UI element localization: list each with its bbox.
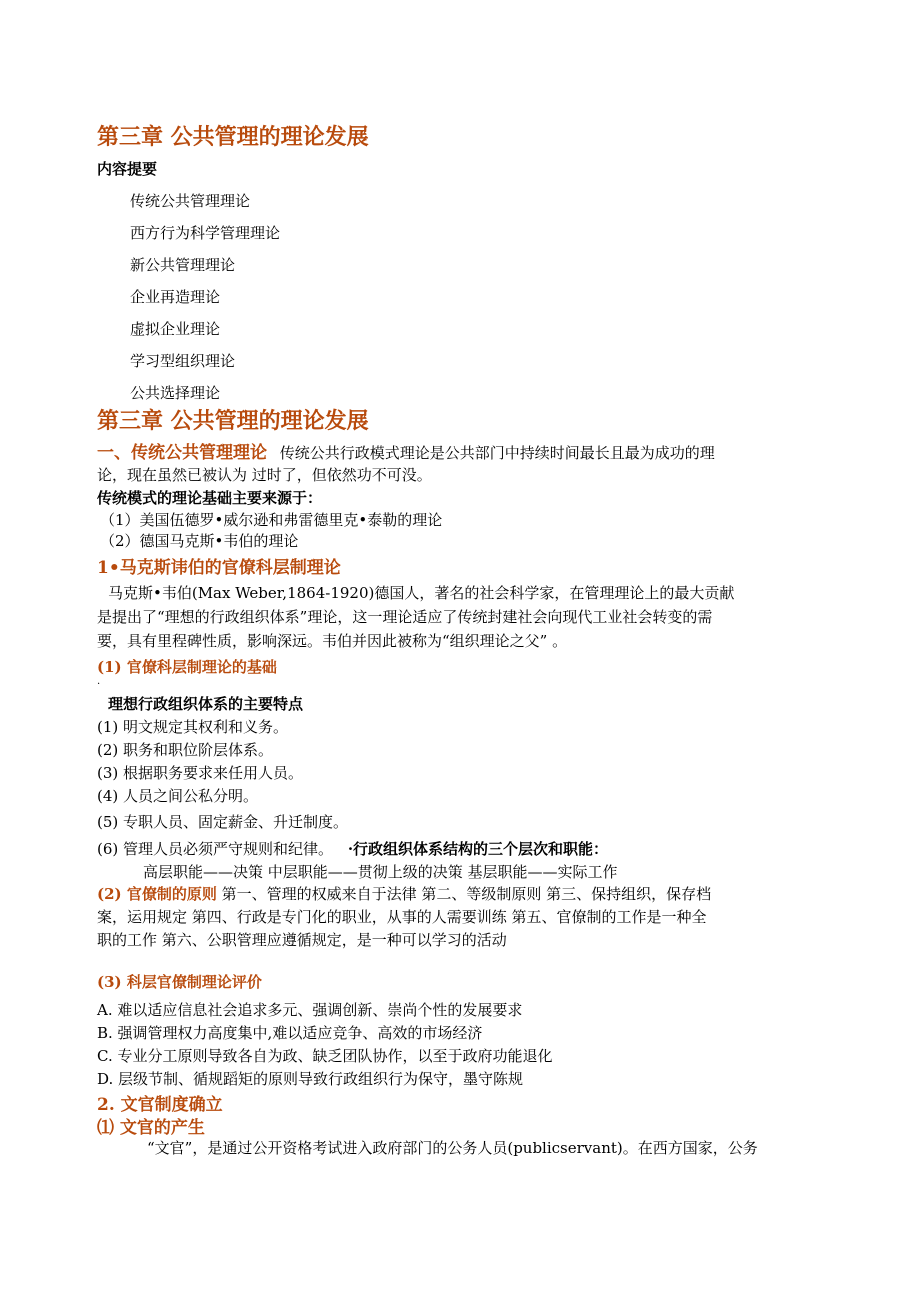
basis-heading: 传统模式的理论基础主要来源于： — [97, 489, 323, 507]
summary-item: 虚拟企业理论 — [130, 320, 221, 338]
evaluation-item: B. 强调管理权力高度集中,难以适应竞争、高效的市场经济 — [97, 1024, 483, 1042]
civil-heading: 2. 文官制度确立 — [97, 1095, 223, 1115]
section1-heading: 一、传统公共管理理论 — [97, 443, 267, 463]
weber-paragraph-line: 是提出了“理想的行政组织体系”理论，这一理论适应了传统封建社会向现代工业社会转变的需 — [97, 608, 713, 626]
weber-paragraph-line: 要，具有里程碑性质，影响深远。韦伯并因此被称为“组织理论之父” 。 — [97, 632, 568, 650]
summary-item: 传统公共管理理论 — [130, 192, 251, 210]
section1-text-line1: 传统公共行政模式理论是公共部门中持续时间最长且最为成功的理 — [279, 444, 715, 462]
evaluation-item: D. 层级节制、循规蹈矩的原则导致行政组织行为保守，墨守陈规 — [97, 1070, 524, 1088]
civil-paragraph-line: “文官”，是通过公开资格考试进入政府部门的公务人员(publicservant)。在西方国家，公务 — [147, 1139, 758, 1157]
basis-item: （1）美国伍德罗•威尔逊和弗雷德里克•泰勒的理论 — [100, 511, 443, 529]
feature-item-6-text: (6) 管理人员必须严守规则和纪律。 — [97, 840, 334, 858]
weber-heading: 1•马克斯讳伯的官僚科层制理论 — [97, 558, 341, 578]
structure-line: 高层职能——决策 中层职能——贯彻上级的决策 基层职能——实际工作 — [143, 863, 618, 881]
stray-dot: . — [97, 676, 101, 687]
civil-sub1-heading: ⑴ 文官的产生 — [97, 1118, 205, 1138]
feature-item: (1) 明文规定其权利和义务。 — [97, 718, 289, 736]
section1-text-line2: 论，现在虽然已被认为 过时了，但依然功不可没。 — [97, 466, 432, 484]
chapter-title-repeat: 第三章 公共管理的理论发展 — [97, 408, 369, 434]
feature-item — [97, 838, 608, 859]
features-heading: 理想行政组织体系的主要特点 — [108, 695, 304, 713]
section1-line1 — [97, 438, 715, 463]
summary-item: 公共选择理论 — [130, 384, 221, 402]
structure-heading: ·行政组织体系结构的三个层次和职能： — [347, 840, 609, 858]
weber-sub3-heading: (3) 科层官僚制理论评价 — [97, 973, 262, 991]
summary-item: 学习型组织理论 — [130, 352, 236, 370]
evaluation-item: A. 难以适应信息社会追求多元、强调创新、崇尚个性的发展要求 — [97, 1001, 523, 1019]
evaluation-item: C. 专业分工原则导致各自为政、缺乏团队协作，以至于政府功能退化 — [97, 1047, 553, 1065]
weber-sub1-heading: (1) 官僚科层制理论的基础 — [97, 658, 277, 676]
sub2-line1 — [97, 883, 711, 904]
summary-item: 新公共管理理论 — [130, 256, 236, 274]
feature-item: (4) 人员之间公私分明。 — [97, 787, 259, 805]
summary-heading: 内容提要 — [97, 160, 158, 178]
summary-item: 西方行为科学管理理论 — [130, 224, 281, 242]
sub2-text-line1: 第一、管理的权威来自于法律 第二、等级制原则 第三、保持组织，保存档 — [216, 885, 712, 903]
summary-item: 企业再造理论 — [130, 288, 221, 306]
feature-item: (2) 职务和职位阶层体系。 — [97, 741, 274, 759]
basis-item: （2）德国马克斯•韦伯的理论 — [100, 532, 299, 550]
chapter-title: 第三章 公共管理的理论发展 — [97, 124, 369, 150]
feature-item: (3) 根据职务要求来任用人员。 — [97, 764, 304, 782]
feature-item: (5) 专职人员、固定薪金、升迁制度。 — [97, 813, 349, 831]
sub2-text-line2: 案，运用规定 第四、行政是专门化的职业，从事的人需要训练 第五、官僚制的工作是一种全 — [97, 908, 707, 926]
weber-sub2-heading: (2) 官僚制的原则 — [97, 885, 217, 903]
sub2-text-line3: 职的工作 第六、公职管理应遵循规定，是一种可以学习的活动 — [97, 931, 507, 949]
weber-paragraph-line: 马克斯•韦伯(Max Weber,1864-1920)德国人，著名的社会科学家，在管理理论上的最大贡献 — [108, 584, 735, 602]
